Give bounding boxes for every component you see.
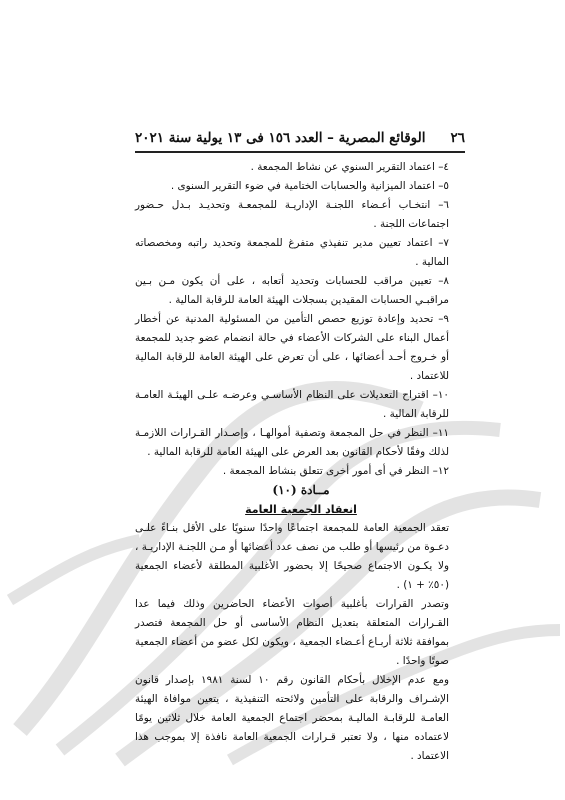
list-item: ٩– تحديد وإعادة توزيع حصص التأمين من المسئولية المدنية عن أخطار أعمال البناء على الشركات الأعضاء في حالة انضمام عضو جديد للمجمعة أو خـروج أحـد أعضائها ، على أن تعرض على الهيئة العامة للرقابة المالية للاعتماد . [135,313,449,382]
header-rule [135,151,465,153]
list-item: ٨– تعيين مراقب للحسابات وتحديد أتعابه ، على أن يكون مـن بـين مراقبـي الحسابات المقيدين بسجلات الهيئة العامة للرقابة المالية . [135,275,449,306]
document-body [135,158,467,766]
list-item: ١١– النظر في حل المجمعة وتصفية أموالهـا ، وإصـدار القـرارات اللازمـة لذلك وفقًا لأحكام القانون بعد العرض على الهيئة العامة للرقابة المالية . [135,427,449,458]
list-item: ٧– اعتماد تعيين مدير تنفيذي متفرغ للمجمعة وتحديد راتبه ومخصصاته المالية . [135,237,449,268]
list-item: ٤– اعتماد التقرير السنوي عن نشاط المجمعة . [250,161,449,173]
article-title: مــادة (١٠) [272,483,330,497]
paragraph: وتصدر القرارات بأغلبية أصوات الأعضاء الحاضرين وذلك فيما عدا القـرارات المتعلقة بتعديل النظام الأساسى أو حل المجمعة فتصدر بموافقة ثلاثة أربـاع أعـضاء الجمعية ، ويكون لكل عضو من أعضاء الجمعية صوتًا واحدًا . [135,598,449,667]
list-item: ٦– انتخـاب أعـضاء اللجنـة الإداريـة للمجمعـة وتحديـد بـدل حـضور اجتماعات اللجنة . [135,199,449,230]
section-title: انعقاد الجمعية العامة [245,503,357,516]
paragraph: تعقد الجمعية العامة للمجمعة اجتماعًا واحدًا سنويًا على الأقل بنـاءً علـى دعـوة من رئيسها أو طلب من نصف عدد أعضائها أو مـن اللجنـة الإداريـة ، ولا يكـون الاجتماع صحيحًا إلا بحضور الأغلبية المطلقة لأعضاء الجمعية (٥٠٪ + ١) . [135,522,449,591]
gazette-title: الوقائع المصرية – العدد ١٥٦ فى ١٣ يولية سنة ٢٠٢١ [135,130,426,146]
page-number: ٢٦ [450,130,465,146]
list-item: ١٢– النظر في أى أمور أخرى تتعلق بنشاط المجمعة . [222,465,449,477]
paragraph: ومع عدم الإخلال بأحكام القانون رقم ١٠ لسنة ١٩٨١ بإصدار قانون الإشـراف والرقابة على التأمين ولائحته التنفيذية ، يتعين موافاة الهيئة العامـة للرقابـة الماليـة بمحضر اجتماع الجمعية العامة خلال ثلاثين يومًا لاعتماده منها ، ولا تعتبر قـرارات الجمعية العامة نافذة إلا بموجب هذا الاعتماد . [135,674,449,762]
list-item: ٥– اعتماد الميزانية والحسابات الختامية في ضوء التقرير السنوى . [170,180,449,192]
page-header [135,130,465,152]
list-item: ١٠– اقتراح التعديلات على النظام الأساسـي وعرضـه علـى الهيئـة العامـة للرقابة المالية . [135,389,449,420]
